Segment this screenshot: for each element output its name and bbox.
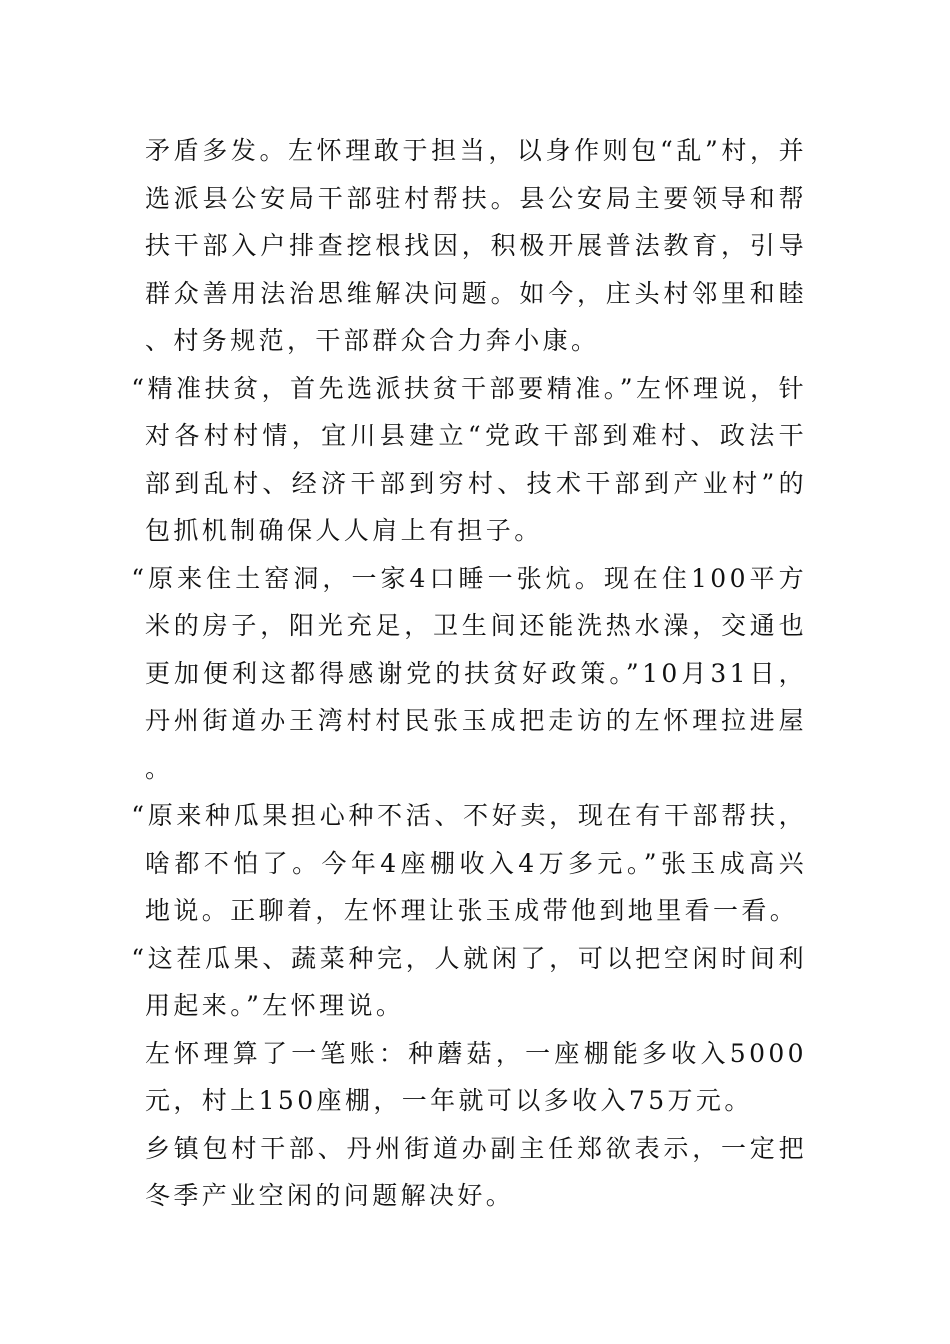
paragraph-7: 乡镇包村干部、丹州街道办副主任郑欲表示，一定把冬季产业空闲的问题解决好。	[145, 1133, 807, 1210]
paragraph-1: 矛盾多发。左怀理敢于担当，以身作则包“乱”村，并选派县公安局干部驻村帮扶。县公安局主要领导和帮扶干部入户排查挖根找因，积极开展普法教育，引导群众善用法治思维解决问题。如今，庄头村邻里和睦、村务规范，干部群众合力奔小康。	[145, 136, 807, 355]
paragraph-3: “原来住土窑洞，一家4口睡一张炕。现在住100平方米的房子，阳光充足，卫生间还能洗热水澡，交通也更加便利这都得感谢党的扶贫好政策。”10月31日，丹州街道办王湾村村民张玉成把走访的左怀理拉进屋。	[131, 563, 807, 783]
paragraph-6: 左怀理算了一笔账：种蘑菇，一座棚能多收入5000元，村上150座棚，一年就可以多收入75万元。	[145, 1038, 807, 1115]
paragraph-4: “原来种瓜果担心种不活、不好卖，现在有干部帮扶，啥都不怕了。今年4座棚收入4万多元。”张玉成高兴地说。正聊着，左怀理让张玉成带他到地里看一看。	[131, 801, 807, 925]
paragraph-5: “这茬瓜果、蔬菜种完，人就闲了，可以把空闲时间利用起来。”左怀理说。	[131, 943, 807, 1020]
paragraph-2: “精准扶贫，首先选派扶贫干部要精准。”左怀理说，针对各村村情，宜川县建立“党政干部到难村、政法干部到乱村、经济干部到穷村、技术干部到产业村”的包抓机制确保人人肩上有担子。	[131, 373, 807, 545]
document-body	[131, 127, 807, 1220]
